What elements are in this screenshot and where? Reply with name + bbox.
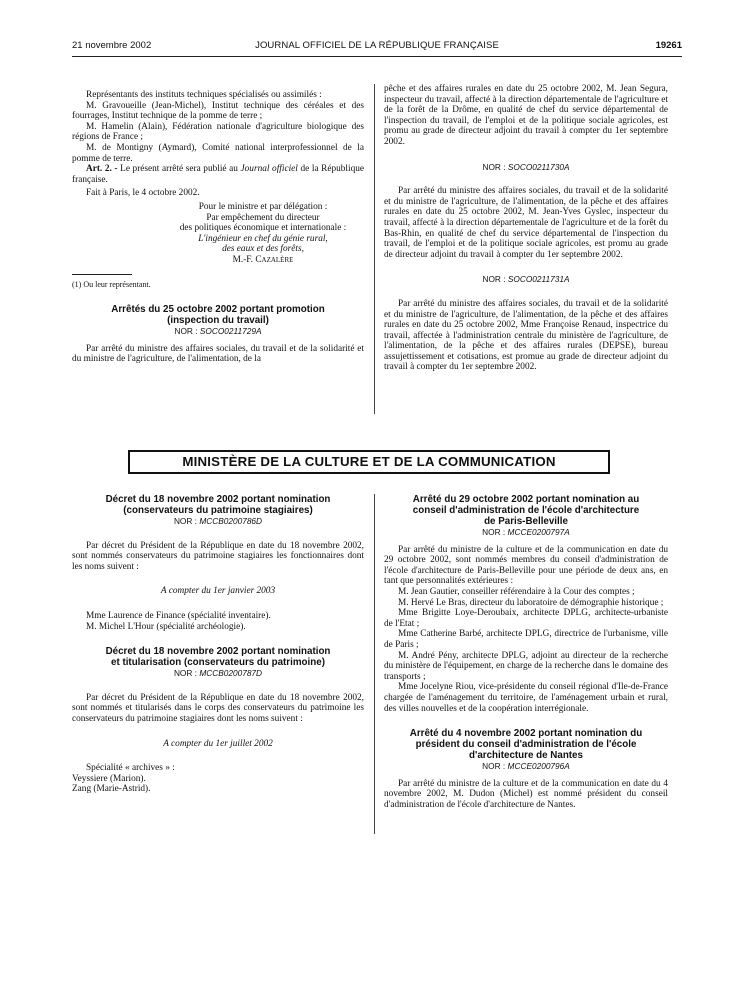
column-divider [374,494,375,834]
section-title: président du conseil d'administration de l'école [415,739,637,751]
nor-code: SOCO0211731A [507,274,570,285]
nor-reference [72,326,364,337]
date-line: Fait à Paris, le 4 octobre 2002. [86,188,200,199]
top-right-column [384,84,668,373]
paragraph: Par arrêté du ministre des affaires sociales, du travail et de la solidarité et du ministre de l'agriculture, de l'alimentation, de la pêche et des affaires rurales en date du 25 octobre 2002, Mme Françoise Renaud, inspectrice du travail, affectée à l'administration centrale du ministère de l'agriculture, de l'alimentation, de la pêche et des affaires rurales (DEPSE), bureau assujettissement et cotisations, est promue au grade de directeur adjoint du travail à compter du 1er septembre 2002. [384,298,668,373]
paragraph: Par arrêté du ministre de la culture et de la communication en date du 4 novembre 2002, M. Dudon (Michel) est nommé président du conseil d'administration de l'école d'architecture de Nantes. [384,778,668,810]
nor-code: MCCE0200797A [507,527,570,537]
paragraph: M. Gravoueille (Jean-Michel), Institut technique des céréales et des fourrages, Institut technique de la pomme de terre ; [72,100,364,122]
paragraph: pêche et des affaires rurales en date du 25 octobre 2002, M. Jean Segura, inspecteur du travail, affecté à la direction départementale de l'agriculture et de la forêt de la Drôme, en qualité de chef du service départemental de l'inspection du travail, de l'emploi et de la politique sociale agricoles, est promu au grade de directeur adjoint du travail à compter du 1er septembre 2002. [384,84,668,147]
article-label: Art. 2. - [86,164,118,175]
signature-line: L'ingénieur en chef du génie rural, [198,233,328,244]
section-title: Décret du 18 novembre 2002 portant nomination [105,646,331,658]
paragraph: Par arrêté du ministre des affaires sociales, du travail et de la solidarité et du ministre de l'agriculture, de l'alimentation, de la [72,343,364,365]
nor-code: MCCB0200787D [199,668,263,679]
paragraph: Par décret du Président de la République en date du 18 novembre 2002, sont nommés et titularisés dans le corps des conservateurs du patrimoine les conservateurs du patrimoine stagiaires dont les noms suivent : [72,692,364,724]
paragraph: Représentants des instituts techniques spécialisés ou assimilés : [86,90,322,100]
paragraph: Par arrêté du ministre des affaires sociales, du travail et de la solidarité et du ministre de l'agriculture, de l'alimentation, de la pêche et des affaires rurales en date du 25 octobre 2002, M. Jean-Yves Gyslec, inspecteur du travail, affecté à la direction départementale de l'agriculture et de la forêt du Bas-Rhin, en qualité de chef du service départemental de l'inspection du travail, de l'emploi et de la politique sociale agricoles, est promu au grade de directeur adjoint du travail à compter du 1er septembre 2002. [384,186,668,260]
section-title: et titularisation (conservateurs du patrimoine) [111,657,325,669]
section-title: Arrêté du 4 novembre 2002 portant nomination du [409,728,643,740]
nor-code: MCCE0200796A [507,761,570,772]
article-text: Le présent arrêté sera publié au [120,164,238,175]
footnote-rule [72,274,132,275]
bottom-right-column [384,494,668,810]
ministry-banner: MINISTÈRE DE LA CULTURE ET DE LA COMMUNICATION [128,450,610,474]
nor-reference [72,668,364,679]
section-title: d'architecture de Nantes [469,750,583,762]
section-title: (inspection du travail) [167,315,269,327]
signature-line: Par empêchement du directeur [206,212,320,223]
journal-name: Journal officiel [240,164,298,175]
paragraph: Par décret du Président de la République en date du 18 novembre 2002, sont nommés conservateurs du patrimoine stagiaires les fonctionnaires dont les noms suivent : [72,540,364,572]
nor-label: NOR : [173,668,197,679]
nor-label: NOR : [482,161,506,172]
nor-label: NOR : [482,761,506,772]
top-left-column [72,90,364,365]
article-2 [72,164,364,185]
bottom-left-column [72,494,364,795]
nor-label: NOR : [482,274,506,285]
article-text: de la République française. [72,164,365,185]
header-rule [72,56,682,57]
journal-title: JOURNAL OFFICIEL DE LA RÉPUBLIQUE FRANÇAISE [255,40,499,51]
nominee: Mme Laurence de Finance (spécialité inventaire). [86,610,271,621]
signature-line: des eaux et des forêts, [222,244,304,255]
nor-reference [384,527,668,538]
nor-reference [384,761,668,772]
member: Mme Jocelyne Riou, vice-présidente du conseil régional d'Ile-de-France chargée de l'aménagement du territoire, de l'aménagement urbain et rural, des villes nouvelles et de la coopération interrégionale. [384,682,668,714]
signature-line: des politiques économique et internationale : [179,223,347,234]
member: Mme Brigitte Loye-Deroubaix, architecte DPLG, architecte-urbaniste de l'Etat ; [384,608,668,629]
nor-label: NOR : [482,527,506,537]
nor-label: NOR : [174,326,198,337]
member: M. André Pény, architecte DPLG, adjoint au directeur de la recherche du ministère de l'équipement, en charge de la recherche dans le domaine des transports ; [384,650,668,682]
nominee: Zang (Marie-Astrid). [72,784,151,795]
section-title: de Paris-Belleville [484,516,568,527]
nor-code: MCCB0200786D [199,516,263,526]
nor-code: SOCO0211729A [199,326,262,337]
member: M. Jean Gautier, conseiller référendaire à la Cour des comptes ; [398,586,635,597]
section-title: Arrêtés du 25 octobre 2002 portant promotion [111,304,325,316]
nominee: M. Michel L'Hour (spécialité archéologie). [86,621,246,632]
page-number: 19261 [655,40,682,51]
footnote: (1) Ou leur représentant. [72,279,151,289]
nor-code: SOCO0211730A [507,161,570,172]
section-title: (conservateurs du patrimoine stagiaires) [123,505,313,516]
signature-name: M.-F. Cazalère [232,254,294,265]
nor-label: NOR : [173,516,197,526]
nor-reference [72,516,364,527]
paragraph: Par arrêté du ministre de la culture et de la communication en date du 29 octobre 2002, sont nommés membres du conseil d'administration de l'école d'architecture de Paris-Belleville pour une période de deux ans, en tant que personnalités extérieures : [384,544,668,587]
effective-date: A compter du 1er janvier 2003 [160,586,276,597]
section-title: conseil d'administration de l'école d'architecture [412,505,640,516]
signature-block [72,202,364,266]
paragraph: M. de Montigny (Aymard), Comité national interprofessionnel de la pomme de terre. [72,142,364,164]
section-title: Décret du 18 novembre 2002 portant nomination [105,494,331,505]
page-header [72,40,682,54]
header-date: 21 novembre 2002 [72,40,152,51]
nor-reference [384,162,668,173]
nor-reference [384,274,668,285]
effective-date: A compter du 1er juillet 2002 [163,738,273,749]
nominee: Veyssiere (Marion). [72,773,146,784]
column-divider [374,84,375,414]
signature-line: Pour le ministre et par délégation : [198,201,328,212]
member: M. Hervé Le Bras, directeur du laboratoire de démographie historique ; [398,597,664,608]
speciality: Spécialité « archives » : [86,763,175,774]
paragraph: M. Hamelin (Alain), Fédération nationale d'agriculture biologique des régions de France ; [72,121,364,143]
member: Mme Catherine Barbé, architecte DPLG, directrice de l'urbanisme, ville de Paris ; [384,629,668,650]
section-title: Arrêté du 29 octobre 2002 portant nomination au [412,494,640,505]
